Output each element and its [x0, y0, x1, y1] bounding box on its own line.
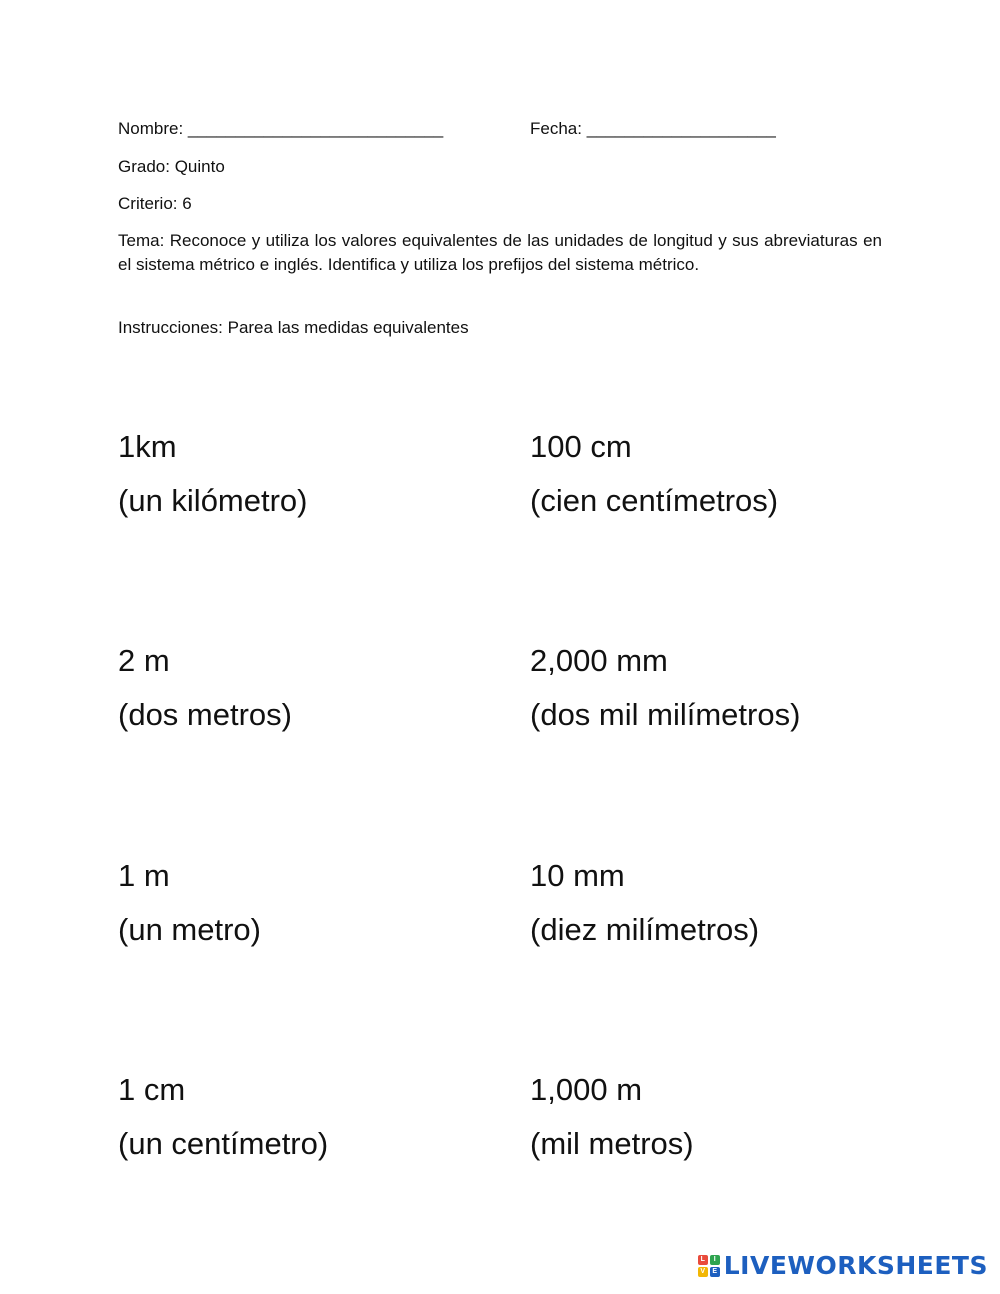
measure-words: (cien centímetros) [530, 483, 779, 518]
right-match-item-2[interactable] [530, 634, 800, 742]
measure-words: (un kilómetro) [118, 483, 308, 518]
fecha-field[interactable]: Fecha: ____________________ [530, 119, 776, 138]
measure-value: 1 cm [118, 1072, 186, 1107]
measure-value: 1km [118, 429, 177, 464]
measure-value: 1,000 m [530, 1072, 643, 1107]
right-match-item-3[interactable] [530, 849, 759, 957]
liveworksheets-logo [698, 1251, 988, 1280]
measure-value: 100 cm [530, 429, 632, 464]
logo-mark-tile: L [698, 1255, 708, 1265]
logo-wordmark: LIVEWORKSHEETS [723, 1251, 988, 1280]
measure-value: 2,000 mm [530, 643, 668, 678]
logo-mark-tile: E [710, 1267, 720, 1277]
measure-words: (un centímetro) [118, 1126, 329, 1161]
instructions-label: Instrucciones: Parea las medidas equivalentes [118, 318, 469, 337]
left-match-item-1[interactable] [118, 420, 308, 528]
right-match-item-4[interactable] [530, 1063, 694, 1171]
measure-words: (mil metros) [530, 1126, 694, 1161]
measure-words: (dos metros) [118, 697, 292, 732]
left-match-item-2[interactable] [118, 634, 292, 742]
logo-mark-icon [698, 1255, 720, 1277]
measure-value: 10 mm [530, 858, 625, 893]
grado-label: Grado: Quinto [118, 157, 225, 176]
measure-value: 1 m [118, 858, 170, 893]
measure-words: (diez milímetros) [530, 912, 760, 947]
measure-words: (un metro) [118, 912, 261, 947]
nombre-field[interactable]: Nombre: ___________________________ [118, 119, 444, 138]
measure-words: (dos mil milímetros) [530, 697, 801, 732]
measure-value: 2 m [118, 643, 170, 678]
tema-paragraph: Tema: Reconoce y utiliza los valores equivalentes de las unidades de longitud y sus abreviaturas en el sistema métrico e inglés. Identifica y utiliza los prefijos del sistema métrico. [118, 231, 882, 274]
left-match-item-3[interactable] [118, 849, 261, 957]
criterio-label: Criterio: 6 [118, 194, 192, 213]
right-match-item-1[interactable] [530, 420, 778, 528]
logo-mark-tile: I [710, 1255, 720, 1265]
left-match-item-4[interactable] [118, 1063, 328, 1171]
logo-mark-tile: V [698, 1267, 708, 1277]
